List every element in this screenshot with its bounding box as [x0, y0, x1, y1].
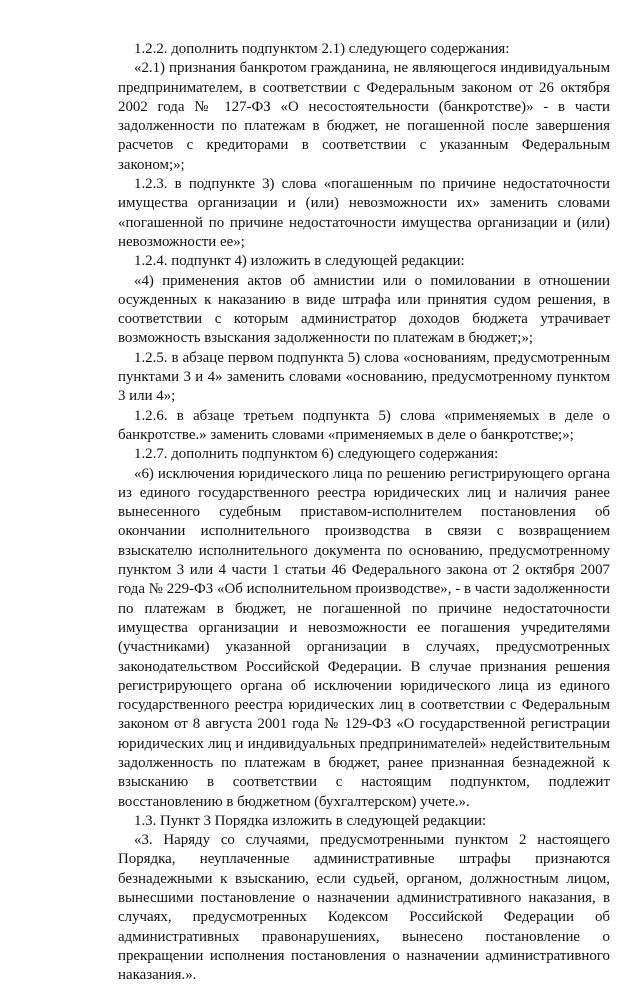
document-body — [118, 40, 610, 986]
paragraph-1-3: 1.3. Пункт 3 Порядка изложить в следующей редакции: — [134, 812, 487, 829]
paragraph-1-2-4: 1.2.4. подпункт 4) изложить в следующей редакции: — [134, 253, 465, 270]
paragraph-subitem-6: «6) исключения юридического лица по решению регистрирующего органа из единого государственного реестра юридических лиц и наличия ранее вынесенного судебным приставом-исполнителем постановления об окончании исполнительного производства в связи с возвращением взыскателю исполнительного документа по основанию, предусмотренному пунктом 3 или 4 части 1 статьи 46 Федерального закона от 2 октября 2007 года № 229-ФЗ «Об исполнительном производстве», - в части задолженности по платежам в бюджет, не погашенной по причине недостаточности имущества организации и невозможности ее погашения учредителями (участниками) указанной организации в случаях, предусмотренных законодательством Российской Федерации. В случае признания решения регистрирующего органа об исключении юридического лица из единого государственного реестра юридических лиц в соответствии с Федеральным законом от 8 августа 2001 года № 129-ФЗ «О государственной регистрации юридических лиц и индивидуальных предпринимателей» недействительным задолженность по платежам в бюджет, ранее признанная безнадежной к взысканию в соответствии с настоящим подпунктом, подлежит восстановлению в бюджетном (бухгалтерском) учете.». — [118, 465, 610, 810]
paragraph-subitem-2-1: «2.1) признания банкротом гражданина, не являющегося индивидуальным предпринимателем, в соответствии с Федеральным законом от 26 октября 2002 года № 127-ФЗ «О несостоятельности (банкротстве)» - в части задолженности по платежам в бюджет, не погашенной после завершения расчетов с кредиторами в соответствии с указанным Федеральным законом;»; — [118, 60, 610, 173]
paragraph-1-2-5: 1.2.5. в абзаце первом подпункта 5) слова «основаниям, предусмотренным пунктами 3 и 4» заменить словами «основанию, предусмотренному пунктом 3 или 4»; — [118, 349, 610, 405]
paragraph-1-2-3: 1.2.3. в подпункте 3) слова «погашенным по причине недостаточности имущества организации и (или) невозможности их» заменить словами «погашенной по причине недостаточности имущества организации и (или) невозможности ее»; — [118, 176, 610, 250]
paragraph-1-2-2: 1.2.2. дополнить подпунктом 2.1) следующего содержания: — [134, 41, 510, 57]
paragraph-1-2-7: 1.2.7. дополнить подпунктом 6) следующего содержания: — [134, 446, 499, 463]
paragraph-item-3: «3. Наряду со случаями, предусмотренными пунктом 2 настоящего Порядка, неуплаченные административные штрафы признаются безнадежными к взысканию, если судьей, органом, должностным лицом, вынесшими постановление о назначении административного наказания, в случаях, предусмотренных Кодексом Российской Федерации об административных правонарушениях, вынесено постановление о прекращении исполнения постановления о назначении административного наказания.». — [118, 832, 610, 984]
paragraph-subitem-4: «4) применения актов об амнистии или о помиловании в отношении осужденных к наказанию в виде штрафа или принятия судом решения, в соответствии с которым администратор доходов бюджета утрачивает возможность взыскания задолженности по платежам в бюджет;»; — [118, 272, 610, 347]
paragraph-1-2-6: 1.2.6. в абзаце третьем подпункта 5) слова «применяемых в деле о банкротстве.» заменить словами «применяемых в деле о банкротстве;»; — [118, 407, 610, 443]
